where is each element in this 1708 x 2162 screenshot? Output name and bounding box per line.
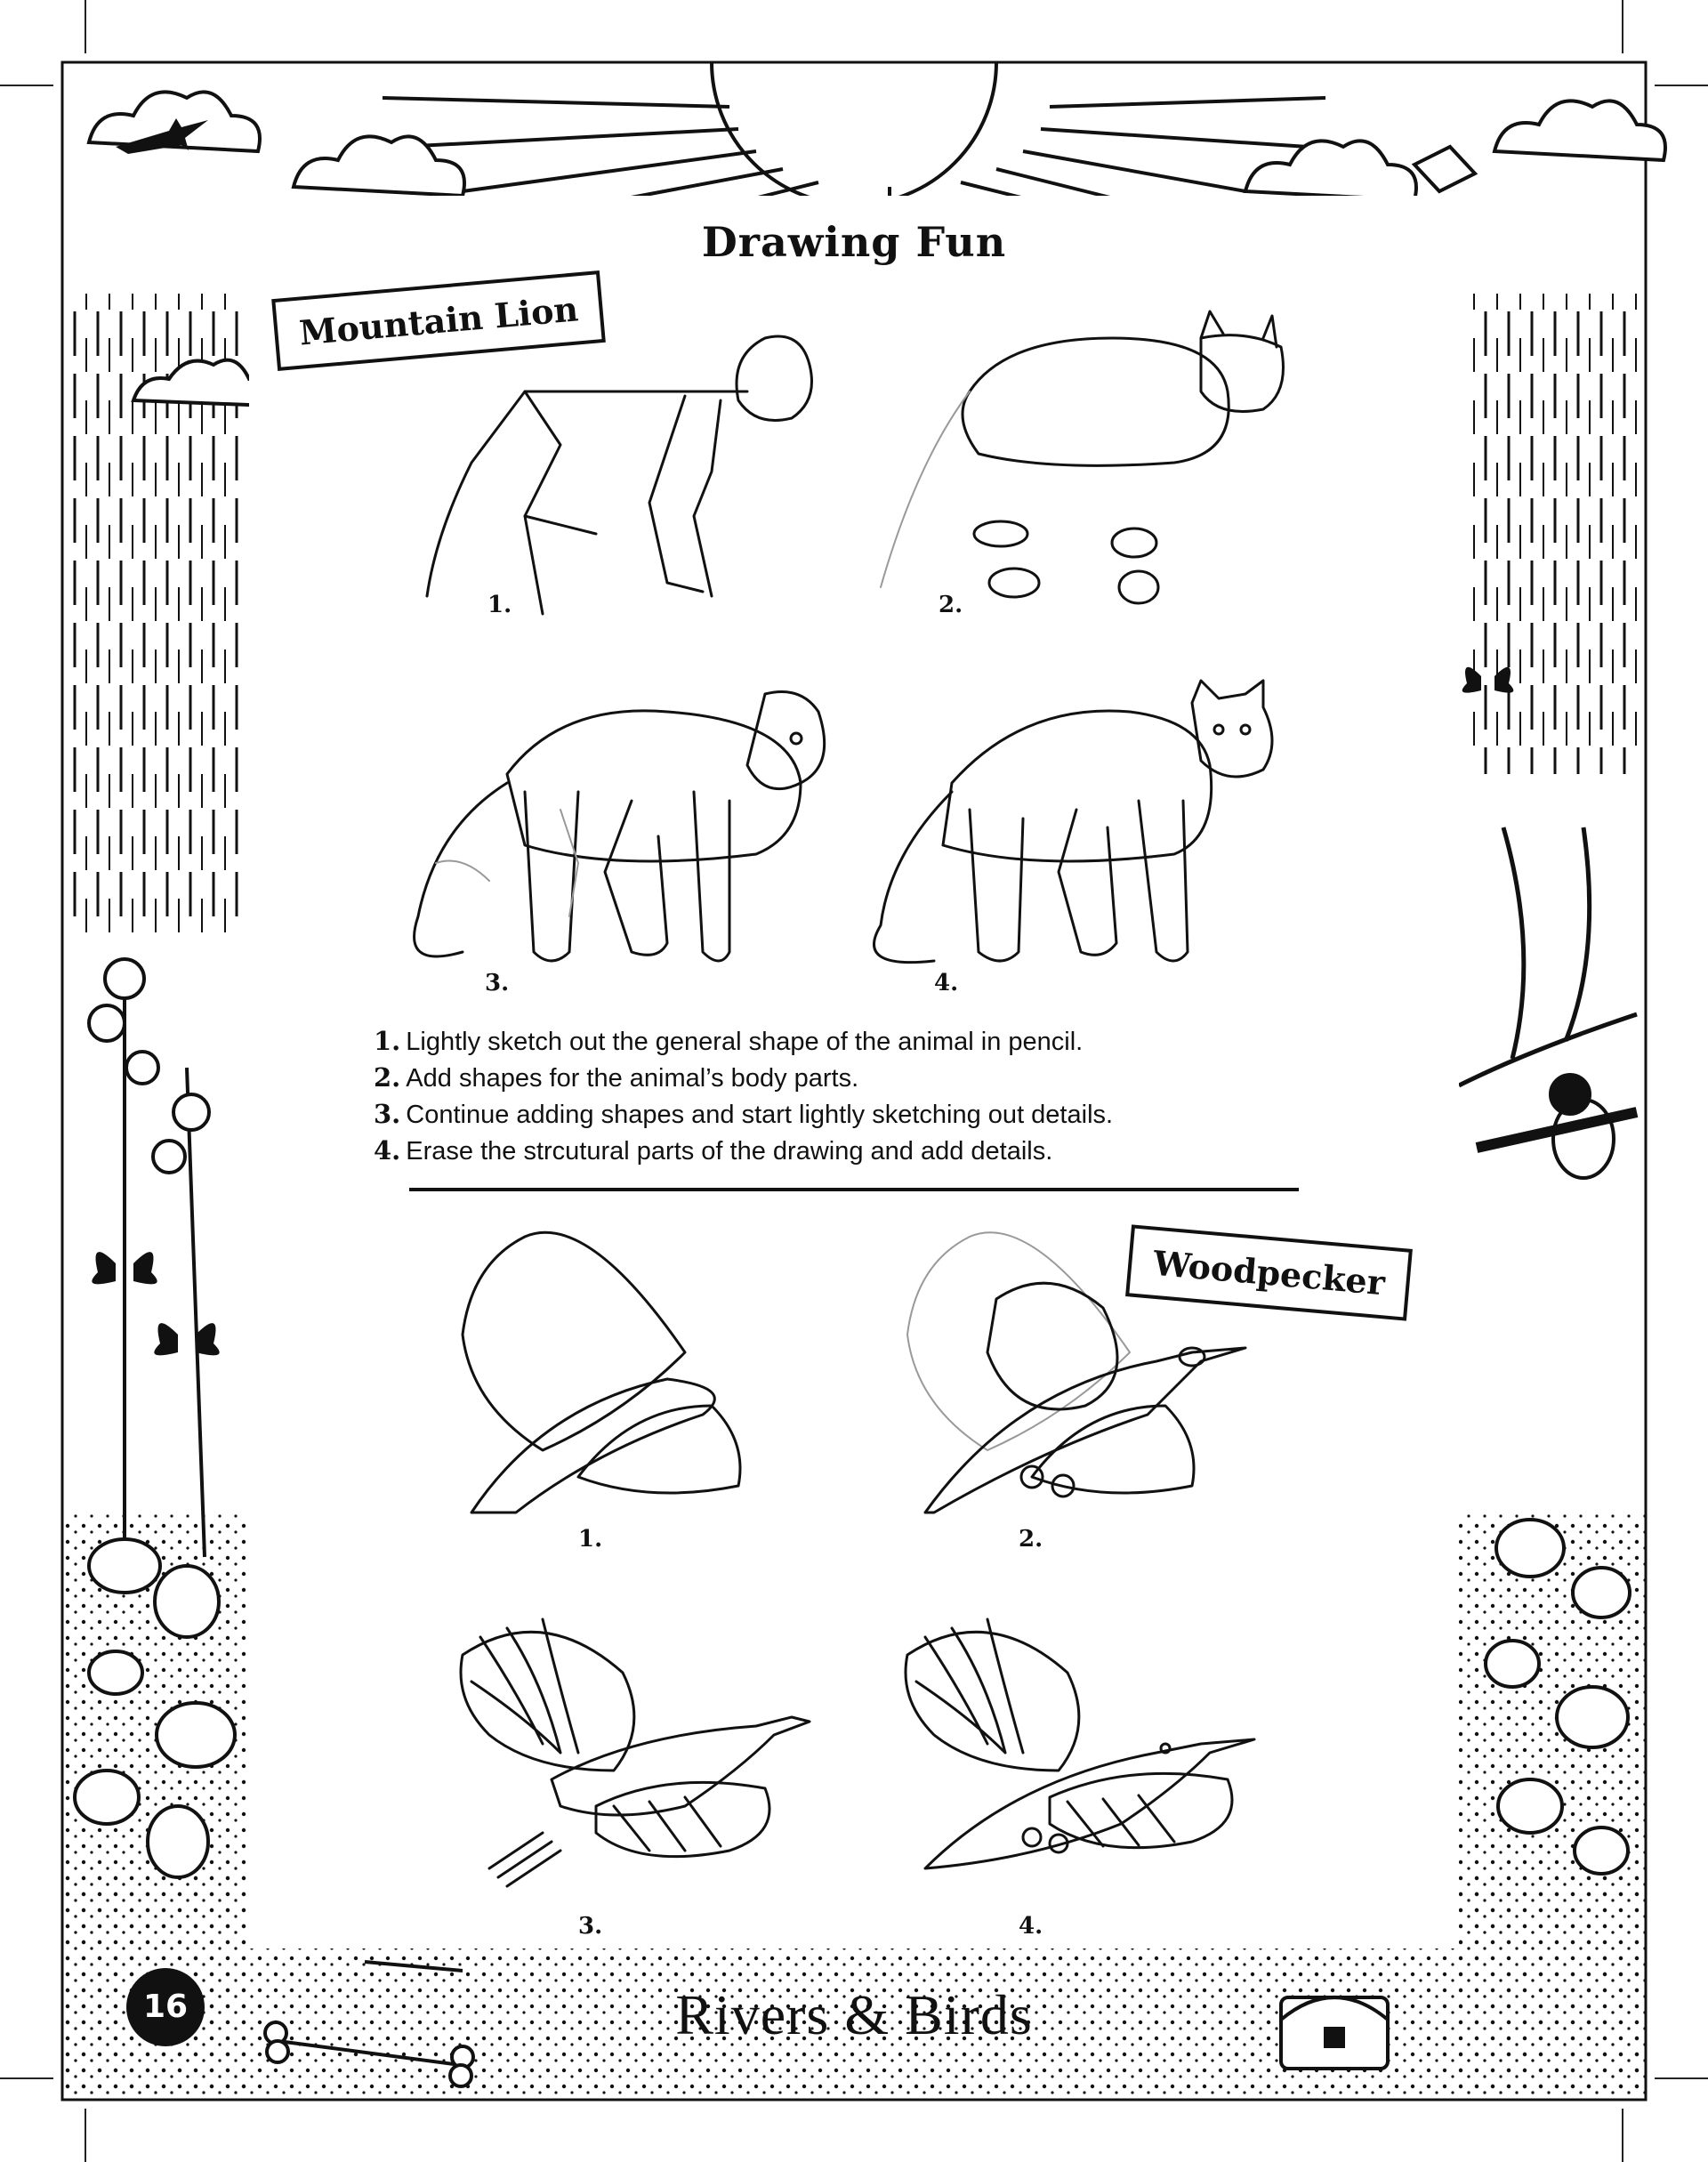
woodpecker-step-4-drawing bbox=[898, 1601, 1272, 1904]
section-label-mountain-lion: Mountain Lion bbox=[271, 270, 606, 371]
instruction-item: 1. Lightly sketch out the general shape of the animal in pencil. bbox=[374, 1026, 1084, 1056]
woodpecker-step-3-number: 3. bbox=[578, 1913, 603, 1940]
woodpecker-step-2-number: 2. bbox=[1019, 1526, 1043, 1553]
section-label-woodpecker: Woodpecker bbox=[1125, 1224, 1413, 1320]
lion-step-4-number: 4. bbox=[934, 970, 959, 996]
instruction-item: 2. Add shapes for the animal’s body parts. bbox=[374, 1062, 859, 1093]
footer-title: Rivers & Birds bbox=[675, 1983, 1033, 2046]
woodpecker-step-1-drawing bbox=[454, 1228, 810, 1530]
lion-step-1-drawing bbox=[418, 320, 845, 623]
instructions-list bbox=[374, 1023, 1370, 1169]
sun-icon bbox=[383, 62, 1325, 209]
tree-icon bbox=[1459, 827, 1637, 1085]
instruction-item: 3. Continue adding shapes and start lightly sketching out details. bbox=[374, 1099, 1114, 1129]
page-title: Drawing Fun bbox=[701, 218, 1007, 266]
woodpecker-step-2-drawing bbox=[898, 1228, 1272, 1530]
instruction-item: 4. Erase the strcutural parts of the drawing and add details. bbox=[374, 1135, 1053, 1166]
lion-step-1-number: 1. bbox=[487, 592, 512, 618]
woodpecker-step-1-number: 1. bbox=[578, 1526, 603, 1553]
lion-step-2-drawing bbox=[872, 303, 1299, 623]
lion-step-3-drawing bbox=[400, 685, 854, 996]
section-divider bbox=[409, 1188, 1299, 1191]
lion-step-4-drawing bbox=[854, 676, 1290, 996]
chickadee-icon bbox=[1477, 1075, 1637, 1178]
lion-step-3-number: 3. bbox=[485, 970, 510, 996]
page-number-badge: 16 bbox=[126, 1968, 205, 2046]
woodpecker-step-3-drawing bbox=[454, 1601, 810, 1904]
woodpecker-step-4-number: 4. bbox=[1019, 1913, 1043, 1940]
kite-icon bbox=[1414, 147, 1475, 191]
rain-right bbox=[1468, 294, 1641, 774]
lion-step-2-number: 2. bbox=[939, 592, 963, 618]
